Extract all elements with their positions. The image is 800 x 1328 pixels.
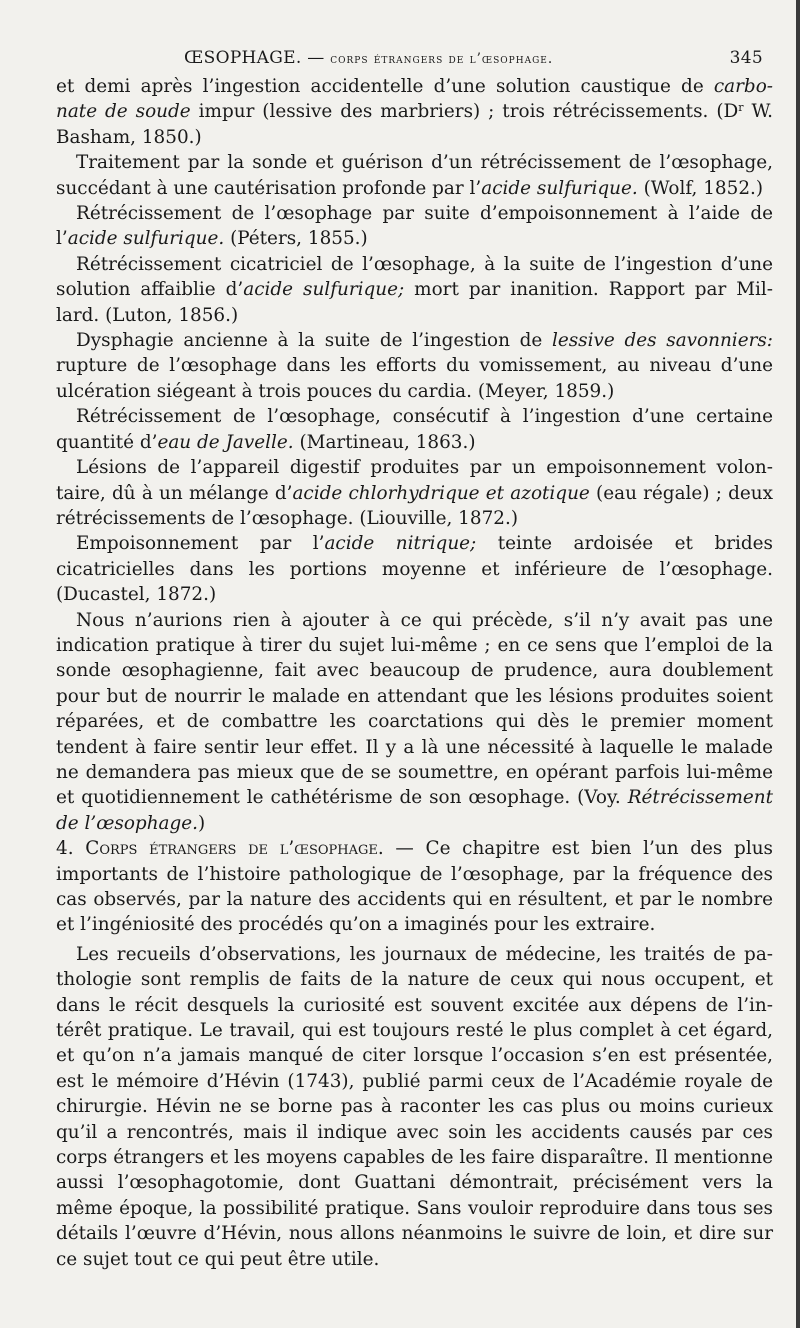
running-title-subtitle: corps étrangers de l’œsophage. bbox=[330, 51, 554, 67]
paragraph-luton: Rétrécissement cicatriciel de l’œsophage, à la suite de l’ingestion d’une solution affaiblie d’acide sulfurique; mort par inanition. Rapport par Mil- lard. (Luton, 1856.) bbox=[56, 253, 774, 326]
paragraph-basham: et demi après l’ingestion accidentelle d’une solution caustique de carbo- nate de soude impur (lessive des marbriers) ; trois rétrécissements. ($D^r$ W. Basham, 1850.) bbox=[56, 76, 773, 148]
section-heading: Corps étrangers de l’œsophage. bbox=[85, 838, 384, 860]
paragraph-liouville: Lésions de l’appareil digestif produites par un empoisonnement volon- taire, dû à un mélange d’acide chlorhydrique et azotique (eau régale) ; deux rétrécissements de l’œsophage. (Liouville, 1872.) bbox=[56, 457, 774, 529]
paragraph-martineau: Rétrécissement de l’œsophage, consécutif à l’ingestion d’une certaine quantité d’eau de Javelle. (Martineau, 1863.) bbox=[56, 406, 773, 453]
page-number: 345 bbox=[729, 48, 763, 68]
body-text bbox=[56, 74, 773, 1272]
chemical-name: acide sulfurique; bbox=[243, 279, 405, 301]
paragraph-hevin: Les recueils d’observations, les journaux de médecine, les traités de pa- thologie sont remplis de faits de la nature de ceux qui nous occupent, et dans le récit desquels la curiosité est souvent excitée aux dépens de l’in- térêt pratique. Le travail, qui est toujours resté le plus complet à cet égard, et qu’on n’a jamais manqué de citer lorsque l’occasion s’en est présentée, est le mémoire d’Hévin (1743), publié parmi ceux de l’Académie royale de chirurgie. Hévin ne se borne pas à raconter les cas plus ou moins curieux qu’il a rencontrés, mais il indique avec soin les accidents causés par ces corps étrangers et les moyens capables de les faire disparaître. Il mentionne aussi l’œsophagotomie, dont Guattani démontrait, précisément vers la même époque, la possibilité pratique. Sans vouloir reproduire dans tous ses détails l’œuvre d’Hévin, nous allons néanmoins le suivre de loin, et dire sur ce sujet tout ce qui peut être utile. bbox=[56, 943, 773, 1270]
paragraph-wolf: Traitement par la sonde et guérison d’un rétrécissement de l’œsophage, succédant à une cautérisation profonde par l’acide sulfurique. (Wolf, 1852.) bbox=[56, 152, 773, 199]
chemical-name: acide sulfurique. bbox=[67, 228, 225, 250]
paragraph-peters: Rétrécissement de l’œsophage par suite d’empoisonnement à l’aide de l’acide sulfurique. (Péters, 1855.) bbox=[56, 203, 773, 250]
chemical-name: acide nitrique; bbox=[324, 533, 477, 555]
running-title-main: ŒSOPHAGE. — bbox=[184, 48, 331, 68]
chemical-name: lessive des savonniers: bbox=[551, 330, 774, 352]
page-edge-shadow bbox=[796, 0, 800, 1328]
paragraph-meyer: Dysphagie ancienne à la suite de l’ingestion de lessive des savonniers: rupture de l’œsophage dans les efforts du vomissement, au niveau d’une ulcération siégeant à trois pouces du cardia. (Meyer, 1859.) bbox=[56, 330, 774, 402]
chemical-name: carbo- nate de soude bbox=[56, 76, 773, 123]
running-title bbox=[184, 48, 553, 68]
cross-reference: Rétrécissement de l’œsophage. bbox=[56, 787, 773, 834]
section-corps-etrangers: 4. Corps étrangers de l’œsophage. — Ce chapitre est bien l’un des plus importants de l’histoire pathologique de l’œsophage, par la fréquence des cas observés, par la nature des accidents qui en résultent, et par le nombre et l’ingéniosité des procédés qu’on a imaginés pour les extraire. bbox=[56, 838, 773, 936]
superscript: r bbox=[738, 101, 744, 115]
chemical-name: acide sulfurique. bbox=[481, 177, 638, 199]
chemical-name: eau de Javelle. bbox=[157, 431, 294, 453]
paragraph-ducastel: Empoisonnement par l’acide nitrique; teinte ardoisée et brides cicatricielles dans les portions moyenne et inférieure de l’œsophage. (Ducastel, 1872.) bbox=[56, 533, 773, 606]
running-header bbox=[56, 44, 773, 74]
paragraph-commentary: Nous n’aurions rien à ajouter à ce qui précède, s’il n’y avait pas une indication pratique à tirer du sujet lui-même ; en ce sens que l’emploi de la sonde œsophagienne, fait avec beaucoup de prudence, aura doublement pour but de nourrir le malade en attendant que les lésions produites soient réparées, et de combattre les coarctations qui dès le premier moment tendent à faire sentir leur effet. Il y a là une nécessité à laquelle le malade ne demandera pas mieux que de se soumettre, en opérant parfois lui-même et quotidiennement le cathétérisme de son œsophage. (Voy. Rétrécissement de l’œsophage.) bbox=[56, 609, 773, 834]
chemical-name: acide chlorhydrique et azotique bbox=[292, 482, 590, 504]
